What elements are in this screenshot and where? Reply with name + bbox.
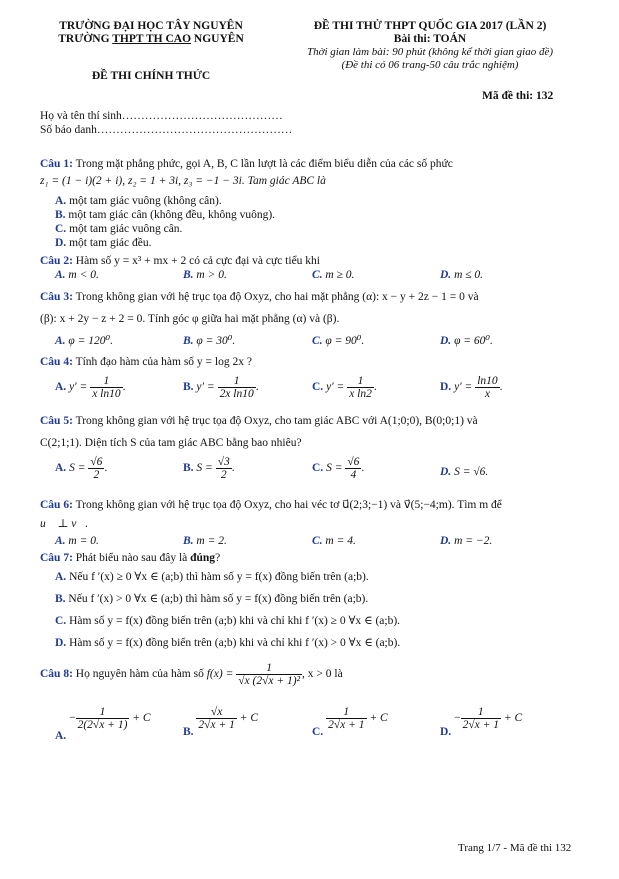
option-fraction [88,456,104,481]
fraction-numerator: √6 [90,456,103,468]
option-end: . [255,381,259,394]
option-text: Hàm số y = f(x) đồng biến trên (a;b) khi và chỉ khi f ′(x) ≥ 0 ∀x ∈ (a;b). [69,615,401,627]
question-3 [40,290,479,305]
option-key: B. [55,593,66,605]
option-key: B. [183,462,194,475]
fraction-denominator: 2√x + 1 [198,719,235,731]
question-7-text-suffix: ? [215,552,221,564]
option-key: A. [55,535,66,547]
option-fraction [76,706,130,731]
fraction-numerator: 1 [347,375,374,388]
question-2-label: Câu 2: [40,255,73,267]
option-fraction [345,456,361,481]
question-4-label: Câu 4: [40,356,73,368]
question-4 [40,355,252,370]
option-text: Nếu f ′(x) ≥ 0 ∀x ∈ (a;b) thì hàm số y = f(x) đồng biến trên (a;b). [69,571,369,583]
option-key: D. [55,237,67,249]
question-6-option-d [440,534,492,549]
question-5-option-a [55,456,107,481]
exam-code: Mã đề thi: 132 [482,90,554,102]
question-6-option-c [312,534,356,549]
option-text: m = −2. [454,535,493,547]
option-text: Hàm số y = f(x) đồng biến trên (a;b) khi và chỉ khi f ′(x) > 0 ∀x ∈ (a;b). [69,637,401,649]
option-end: . [231,462,235,475]
question-3-text-2: (β): x + 2y − z + 2 = 0. Tính góc φ giữa hai mặt phẳng (α) và (β). [40,313,340,325]
option-key: C. [312,462,324,475]
exam-time: Thời gian làm bài: 90 phút (không kể thời gian giao đề) [306,46,554,58]
school-name-2-prefix: TRƯỜNG [58,33,113,45]
question-1-label: Câu 1: [40,158,73,170]
option-text: một tam giác vuông cân. [69,223,183,235]
fraction-numerator: √x [196,706,236,719]
option-key: D. [440,535,452,547]
fraction-numerator: √6 [347,456,360,468]
question-1-formula: z₁ = (1 − i)(2 + i), z₂ = 1 + 3i, z₃ = −1 − 3i. Tam giác ABC là [40,175,326,187]
question-5-option-b [183,456,235,481]
question-1-option-a [55,194,222,209]
student-id-line: Số báo danh…………………………………………… [40,124,293,136]
exam-title: ĐỀ THI THỬ THPT QUỐC GIA 2017 (LẦN 2) [313,20,547,32]
question-2-option-a [55,268,99,283]
option-key: C. [55,223,67,235]
fraction-denominator: x [484,388,490,400]
option-lhs: S = [69,462,86,475]
option-end: . [373,381,377,394]
option-key: B. [55,209,66,221]
option-text: φ = 60⁰. [454,335,493,347]
question-8-option-c [312,706,388,739]
question-8-option-a [55,706,151,743]
option-text: m < 0. [68,269,99,281]
question-4-text: Tính đạo hàm của hàm số y = log 2x ? [75,356,252,368]
option-key: A. [55,335,66,347]
question-6-option-b [183,534,227,549]
option-constant: + C [369,712,388,725]
option-key: C. [312,335,323,347]
question-7-option-a [55,570,369,585]
option-fraction [218,375,256,400]
option-key: A. [55,195,67,207]
school-name-2-underlined: THPT TH CAO [112,33,192,45]
option-text: m ≤ 0. [454,269,484,281]
question-5 [40,414,478,429]
fraction-denominator: x ln2 [349,388,372,400]
question-1-option-c [55,222,182,237]
option-lhs: S = [196,462,213,475]
option-end: . [104,462,108,475]
option-fraction [347,375,374,400]
question-5-option-d [440,465,488,480]
fraction-numerator: √3 [217,456,230,468]
option-end: . [361,462,365,475]
option-text: φ = 30⁰. [196,335,236,347]
option-key: A. [55,269,66,281]
question-6-label: Câu 6: [40,499,73,511]
question-2-option-d [440,268,483,283]
option-text: m = 2. [196,535,227,547]
option-text: m = 0. [68,535,99,547]
option-key: B. [183,269,194,281]
page-footer: Trang 1/7 - Mã đề thi 132 [458,842,572,854]
question-1-option-b [55,208,275,223]
question-6-text-2: u⃗ ⊥ v⃗. [40,518,89,530]
fraction-denominator: √x (2√x + 1)² [238,675,301,687]
question-8-text: Họ nguyên hàm của hàm số [75,668,204,681]
question-2 [40,254,320,269]
question-4-option-d [440,375,503,400]
option-text: một tam giác cân (không đều, không vuông). [68,209,276,221]
option-key: D. [440,726,452,739]
option-key: A. [55,462,67,475]
question-8-condition: , x > 0 là [302,668,343,681]
question-1 [40,157,585,172]
question-3-option-b [183,334,235,349]
official-label: ĐỀ THI CHÍNH THỨC [91,70,211,82]
question-2-option-b [183,268,227,283]
option-key: D. [440,381,452,394]
question-3-text: Trong không gian với hệ trục tọa độ Oxyz, cho hai mặt phẳng (α): x − y + 2z − 1 = 0 và [75,291,479,303]
option-lhs: y′ = [196,381,215,394]
option-key: D. [440,466,452,478]
question-7-option-c [55,614,400,629]
option-text: một tam giác đều. [69,237,152,249]
question-3-option-c [312,334,364,349]
fraction-numerator: 1 [90,375,122,388]
option-key: A. [55,730,67,743]
option-lhs: S = [326,462,343,475]
option-lhs: y′ = [326,381,345,394]
option-fraction [196,706,236,731]
option-sign: − [69,712,76,725]
option-key: D. [440,335,452,347]
fraction-numerator: 1 [236,662,302,675]
option-key: D. [55,637,67,649]
fraction-numerator: 1 [218,375,256,388]
question-3-option-a [55,334,113,349]
option-text: m ≥ 0. [325,269,355,281]
option-key: C. [55,615,67,627]
option-key: B. [183,335,194,347]
fraction-denominator: x ln10 [92,388,121,400]
question-7-text-bold: đúng [190,552,216,564]
option-end: . [122,381,126,394]
option-constant: + C [503,712,523,725]
question-2-text: Hàm số y = x³ + mx + 2 có cả cực đại và cực tiểu khi [75,255,320,267]
question-5-text: Trong không gian với hệ trục tọa độ Oxyz, cho tam giác ABC với A(1;0;0), B(0;0;1) và [75,415,478,427]
option-end: . [499,381,503,394]
question-5-option-c [312,456,364,481]
question-2-option-c [312,268,354,283]
option-constant: + C [132,712,151,725]
question-4-option-b [183,375,259,400]
option-text: một tam giác vuông (không cân). [69,195,222,207]
fraction-denominator: 2√x + 1 [462,719,499,731]
option-fraction [461,706,501,731]
fraction-denominator: 2√x + 1 [328,719,365,731]
question-6 [40,498,502,513]
question-4-option-a [55,375,126,400]
option-key: A. [55,381,67,394]
option-lhs: y′ = [454,381,473,394]
option-text: φ = 120⁰. [68,335,114,347]
option-key: C. [312,381,324,394]
exam-pages: (Đề thi có 06 trang-50 câu trắc nghiệm) [341,59,519,71]
question-4-option-c [312,375,377,400]
question-1-option-d [55,236,151,251]
question-8 [40,662,343,687]
option-sign: − [454,712,461,725]
option-key: B. [183,381,194,394]
student-name-line: Họ và tên thí sinh…………………………………… [40,110,283,122]
option-fraction [475,375,499,400]
fraction-numerator: ln10 [477,375,498,387]
option-text: m > 0. [196,269,227,281]
option-key: C. [312,269,323,281]
school-name-2-suffix: NGUYÊN [191,33,244,45]
fraction-denominator: 4 [350,469,357,481]
fraction-denominator: 2x ln10 [219,388,254,400]
option-key: C. [312,726,324,739]
question-3-label: Câu 3: [40,291,73,303]
exam-subject: Bài thi: TOÁN [393,33,467,45]
fraction-denominator: 2 [93,469,100,481]
fraction-numerator: 1 [326,706,366,719]
option-fraction [216,456,232,481]
question-7-option-b [55,592,368,607]
option-key: A. [55,571,67,583]
question-1-text: Trong mặt phẳng phức, gọi A, B, C lần lượt là các điểm biểu diễn của các số phức [75,158,453,170]
option-constant: + C [239,712,259,725]
option-lhs: y′ = [69,381,88,394]
question-7-label: Câu 7: [40,552,73,564]
fraction-denominator: 2(2√x + 1) [77,719,128,731]
option-key: C. [312,535,323,547]
question-6-text: Trong không gian với hệ trục tọa độ Oxyz, cho hai véc tơ u⃗(2;3;−1) và v⃗(5;−4;m). Tìm m để [75,499,502,511]
question-8-fx: f(x) = [206,668,234,681]
fraction-denominator: 2 [220,469,227,481]
question-7 [40,551,220,566]
school-name-2 [36,33,266,45]
fraction-numerator: 1 [461,706,501,719]
option-key: B. [183,726,194,739]
question-8-fraction [236,662,302,687]
question-5-text-2: C(2;1;1). Diện tích S của tam giác ABC bằng bao nhiêu? [40,437,302,449]
question-3-option-d [440,334,493,349]
option-fraction [326,706,366,731]
question-7-text-prefix: Phát biểu nào sau đây là [75,552,191,564]
option-text: φ = 90⁰. [325,335,365,347]
option-text: Nếu f ′(x) > 0 ∀x ∈ (a;b) thì hàm số y = f(x) đồng biến trên (a;b). [68,593,369,605]
question-8-option-b [183,706,259,739]
question-5-label: Câu 5: [40,415,73,427]
question-8-label: Câu 8: [40,668,73,681]
question-6-option-a [55,534,99,549]
option-text: S = √6. [454,466,489,478]
option-fraction [90,375,122,400]
option-key: D. [440,269,452,281]
question-7-option-d [55,636,400,651]
school-name-1: TRƯỜNG ĐẠI HỌC TÂY NGUYÊN [59,20,243,32]
option-text: m = 4. [325,535,356,547]
fraction-numerator: 1 [76,706,130,719]
question-8-option-d [440,706,523,739]
option-key: B. [183,535,194,547]
